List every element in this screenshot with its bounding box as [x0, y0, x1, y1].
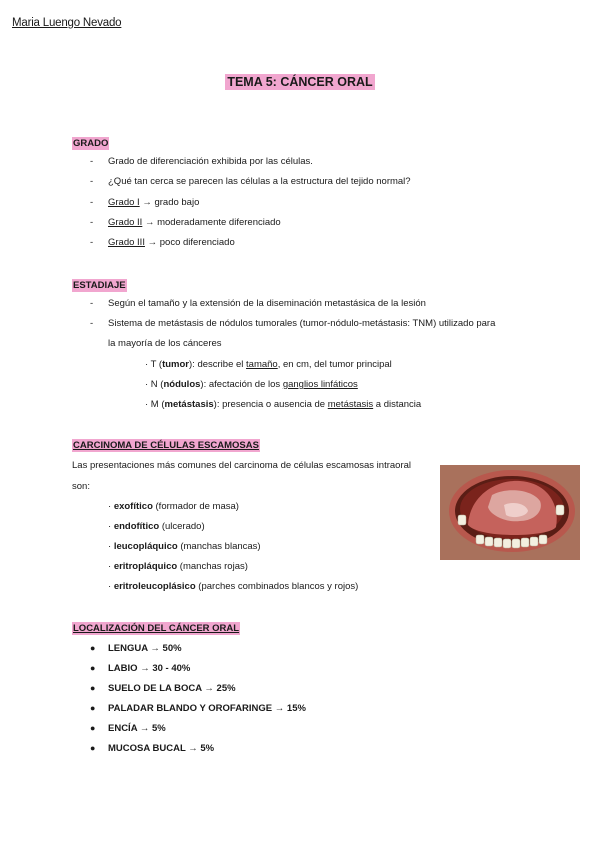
grado-item: [108, 176, 411, 187]
grado-item: [108, 197, 199, 208]
tnm-item: [145, 359, 392, 370]
carcinoma-type-desc: (manchas rojas): [177, 561, 248, 572]
section-heading-localizacion: LOCALIZACIÓN DEL CÁNCER ORAL: [73, 623, 240, 634]
grado-level: Grado II: [108, 217, 143, 228]
middle-dot: ·: [108, 521, 114, 532]
grado-level: Grado I: [108, 197, 140, 208]
carcinoma-type-desc: (manchas blancas): [177, 541, 261, 552]
carcinoma-type-name: eritroleucoplásico: [113, 581, 196, 592]
bullet-dot: ●: [90, 663, 96, 673]
dash-bullet: -: [90, 176, 94, 187]
localizacion-item: MUCOSA BUCAL → 5%: [108, 743, 215, 754]
localizacion-item: LENGUA → 50%: [108, 643, 182, 654]
grado-item-text: Grado de diferenciación exhibida por las células.: [108, 156, 313, 167]
localizacion-item: SUELO DE LA BOCA → 25%: [108, 683, 236, 694]
estadiaje-item-2-line-2: la mayoría de los cánceres: [108, 338, 222, 349]
dash-bullet: -: [90, 318, 94, 329]
bullet-dot: ●: [90, 683, 96, 693]
tnm-lead: · M (: [145, 399, 165, 410]
tnm-tail: a distancia: [373, 399, 422, 410]
tnm-item: [145, 379, 358, 390]
tnm-lead: · N (: [145, 379, 164, 390]
grado-item: [108, 217, 281, 228]
grado-item-text: → moderadamente diferenciado: [142, 217, 281, 228]
dash-bullet: -: [90, 156, 94, 167]
document-title: TEMA 5: CÁNCER ORAL: [227, 75, 373, 89]
localizacion-item: ENCÍA → 5%: [108, 723, 166, 734]
tnm-tail: , en cm, del tumor principal: [277, 359, 392, 370]
carcinoma-type-desc: (ulcerado): [159, 521, 205, 532]
bullet-dot: ●: [90, 643, 96, 653]
estadiaje-item-2-line-1: Sistema de metástasis de nódulos tumorales (tumor-nódulo-metástasis: TNM) utilizado para: [108, 318, 496, 329]
tnm-mid: ): presencia o ausencia de: [213, 399, 328, 410]
tnm-item: [145, 399, 421, 410]
carcinoma-intro-line-1: Las presentaciones más comunes del carcinoma de células escamosas intraoral: [72, 460, 412, 471]
grado-item-text: → grado bajo: [139, 197, 200, 208]
carcinoma-type-desc: (parches combinados blancos y rojos): [195, 581, 359, 592]
grado-item-text: → poco diferenciado: [144, 237, 235, 248]
grado-item-text: ¿Qué tan cerca se parecen las células a la estructura del tejido normal?: [108, 176, 411, 187]
tnm-key: ganglios linfáticos: [282, 379, 358, 390]
section-heading-carcinoma: CARCINOMA DE CÉLULAS ESCAMOSAS: [73, 440, 259, 451]
section-heading-grado: GRADO: [73, 138, 109, 149]
carcinoma-type-item: [108, 521, 205, 532]
tnm-key: tamaño: [246, 359, 278, 370]
tnm-term: tumor: [162, 359, 189, 370]
localizacion-item: LABIO → 30 - 40%: [108, 663, 191, 674]
dash-bullet: -: [90, 298, 94, 309]
carcinoma-type-item: [108, 541, 261, 552]
dash-bullet: -: [90, 197, 94, 208]
tnm-lead: · T (: [145, 359, 163, 370]
middle-dot: ·: [108, 561, 114, 572]
tnm-key: metástasis: [327, 399, 374, 410]
bullet-dot: ●: [90, 743, 96, 753]
dash-bullet: -: [90, 217, 94, 228]
carcinoma-type-name: endofítico: [113, 521, 160, 532]
middle-dot: ·: [108, 541, 114, 552]
carcinoma-type-name: exofítico: [113, 501, 153, 512]
carcinoma-type-item: [108, 581, 358, 592]
section-heading-estadiaje: ESTADIAJE: [73, 280, 126, 291]
middle-dot: ·: [108, 581, 114, 592]
carcinoma-intro-line-2: son:: [72, 481, 90, 492]
tnm-mid: ): describe el: [189, 359, 247, 370]
carcinoma-type-desc: (formador de masa): [152, 501, 239, 512]
grado-item: [108, 156, 313, 167]
estadiaje-item-1: Según el tamaño y la extensión de la diseminación metastásica de la lesión: [108, 298, 426, 309]
dash-bullet: -: [90, 237, 94, 248]
bullet-dot: ●: [90, 723, 96, 733]
carcinoma-type-item: [108, 561, 248, 572]
carcinoma-type-item: [108, 501, 239, 512]
grado-item: [108, 237, 235, 248]
carcinoma-type-name: leucopláquico: [113, 541, 178, 552]
localizacion-item: PALADAR BLANDO Y OROFARINGE → 15%: [108, 703, 306, 714]
tnm-term: metástasis: [164, 399, 214, 410]
tnm-mid: ): afectación de los: [200, 379, 283, 390]
middle-dot: ·: [108, 501, 114, 512]
author-name: Maria Luengo Nevado: [12, 17, 122, 29]
oral-lesion-photo: [440, 465, 580, 560]
carcinoma-type-name: eritropláquico: [113, 561, 178, 572]
grado-level: Grado III: [108, 237, 145, 248]
tnm-term: nódulos: [163, 379, 201, 390]
bullet-dot: ●: [90, 703, 96, 713]
